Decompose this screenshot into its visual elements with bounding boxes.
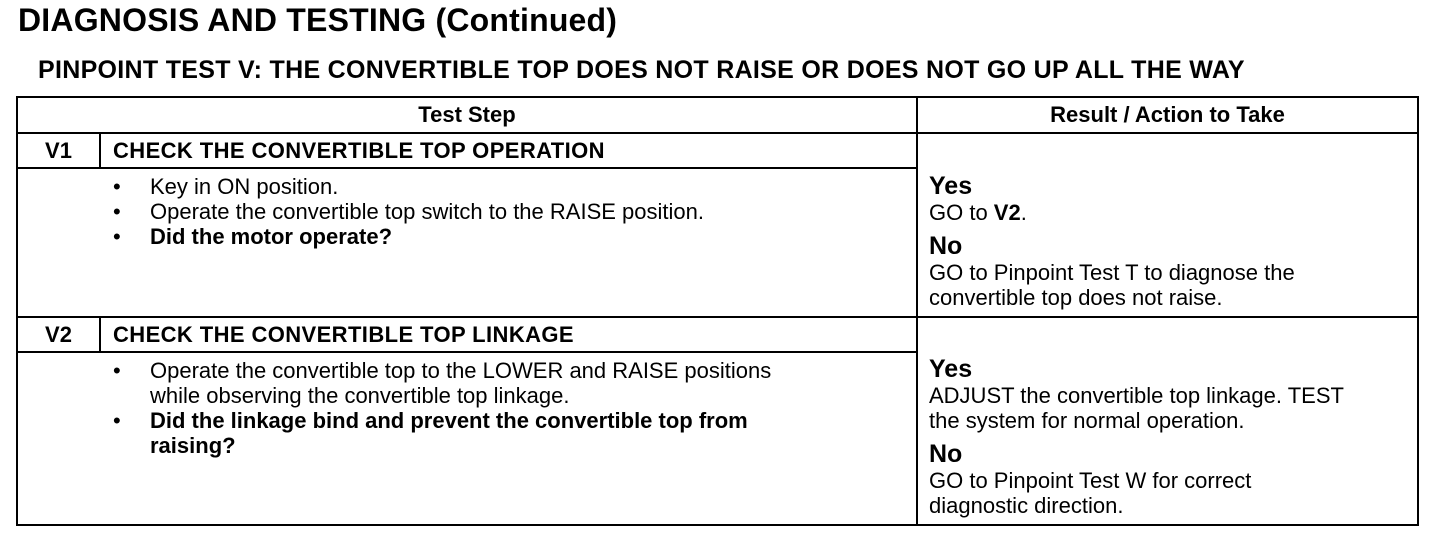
bullet-icon: • <box>113 358 121 383</box>
list-item <box>110 174 704 199</box>
result-v2 <box>929 356 1344 518</box>
list-item <box>110 358 771 408</box>
yes-label: Yes <box>929 172 973 200</box>
no-action: GO to Pinpoint Test W for correct diagnostic direction. <box>929 468 1252 518</box>
step-v2-instructions <box>110 358 771 458</box>
bullet-icon: • <box>113 199 121 224</box>
v1-id-divider <box>99 133 101 168</box>
result-v1 <box>929 173 1295 310</box>
step-v1-instructions <box>110 174 704 249</box>
pinpoint-test-title: PINPOINT TEST V: THE CONVERTIBLE TOP DOES NOT RAISE OR DOES NOT GO UP ALL THE WAY <box>38 56 1245 84</box>
v2-title-divider <box>16 351 918 353</box>
list-item <box>110 199 704 224</box>
question-text: Did the linkage bind and prevent the convertible top from raising? <box>150 408 748 458</box>
yes-action-step-ref: V2 <box>993 200 1021 225</box>
list-item <box>110 224 704 249</box>
bullet-icon: • <box>113 224 121 249</box>
step-title-v1: CHECK THE CONVERTIBLE TOP OPERATION <box>113 138 605 163</box>
yes-action-suffix: . <box>1020 200 1027 225</box>
column-divider <box>916 96 918 526</box>
no-label: No <box>929 232 963 260</box>
v1-title-divider <box>16 167 918 169</box>
yes-action: ADJUST the convertible top linkage. TEST the system for normal operation. <box>929 383 1344 433</box>
yes-label: Yes <box>929 355 973 383</box>
step-id-v2: V2 <box>45 322 72 347</box>
yes-action <box>929 200 1295 225</box>
page-title: DIAGNOSIS AND TESTING (Continued) <box>18 2 618 38</box>
step-id-v1: V1 <box>45 138 72 163</box>
no-label: No <box>929 440 963 468</box>
instruction-text: Key in ON position. <box>150 174 339 199</box>
header-test-step: Test Step <box>418 102 516 127</box>
instruction-text: Operate the convertible top to the LOWER and RAISE positions while observing the convertible top linkage. <box>150 358 772 408</box>
header-result-action: Result / Action to Take <box>1050 102 1285 127</box>
bullet-icon: • <box>113 174 121 199</box>
step-title-v2: CHECK THE CONVERTIBLE TOP LINKAGE <box>113 322 574 347</box>
v2-id-divider <box>99 317 101 352</box>
no-action: GO to Pinpoint Test T to diagnose the convertible top does not raise. <box>929 260 1295 310</box>
instruction-text: Operate the convertible top switch to the RAISE position. <box>150 199 704 224</box>
bullet-icon: • <box>113 408 121 433</box>
question-text: Did the motor operate? <box>150 224 393 249</box>
yes-action-prefix: GO to <box>929 200 994 225</box>
list-item <box>110 408 771 458</box>
step-divider <box>16 316 1419 318</box>
header-divider <box>16 132 1419 134</box>
